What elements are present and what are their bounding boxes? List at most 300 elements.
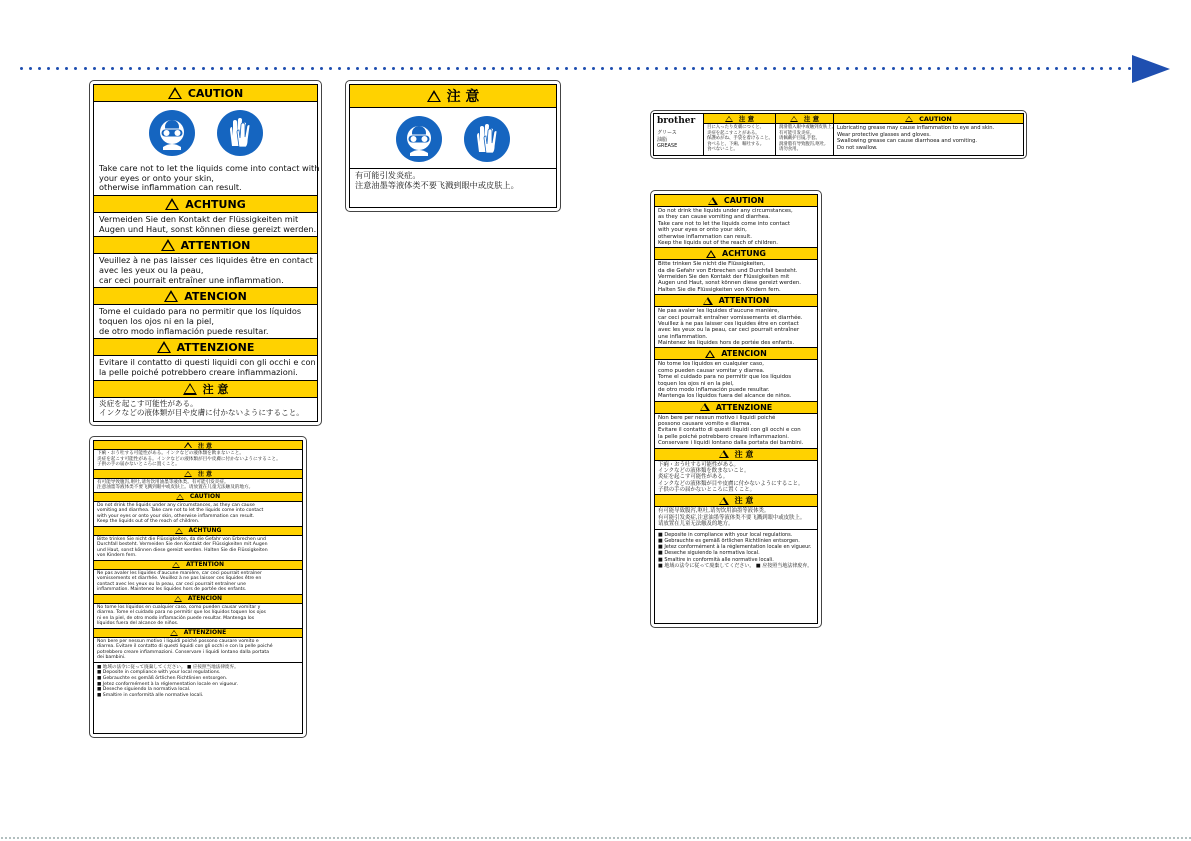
text-line: Vermeiden Sie den Kontakt der Flüssigkeiten mit: [658, 274, 790, 280]
text-line: dei bambini.: [97, 655, 126, 660]
caution-triangle-icon: [168, 87, 182, 99]
caution-triangle-icon: [175, 528, 183, 534]
product-name: グリース: [657, 130, 677, 136]
text-line: Take care not to let the liquids come into contact with: [99, 163, 320, 173]
section-text: [655, 207, 817, 247]
dot: [1128, 67, 1131, 70]
header-text: ATENCION: [184, 289, 247, 303]
header-text: ATTENZIONE: [176, 340, 255, 354]
pictogram-row: [94, 102, 317, 162]
header-text: 注 意: [734, 496, 754, 506]
text-line: contact avec les yeux ou la peau, car ceci pourrait entraîner une: [97, 581, 246, 587]
dot: [93, 67, 96, 70]
text-line: with your eyes or onto your skin, otherwise inflammation can result.: [97, 513, 255, 519]
dot: [701, 67, 704, 70]
dot: [492, 67, 495, 70]
column-header: [704, 114, 775, 124]
text-line: 有可能导致腹泻,呕吐,请勿饮用油墨等液体类。: [658, 508, 770, 515]
dot: [783, 67, 786, 70]
text-line: 食べると、下痢、嘔吐する。: [707, 141, 765, 147]
text-line: Do not drink the liquids under any circumstances, as they can cause: [97, 502, 255, 508]
caution-text: [94, 162, 320, 195]
dot: [401, 67, 404, 70]
dot: [111, 67, 114, 70]
text-line: Evitare il contatto di questi liquidi con gli occhi e con: [99, 357, 316, 368]
section-text: [655, 461, 817, 495]
text-line: Vermeiden Sie den Kontakt der Flüssigkeiten mit: [99, 214, 299, 225]
section-header: [94, 526, 302, 536]
text-line: avec les yeux ou la peau,: [99, 265, 204, 276]
dot: [429, 67, 432, 70]
caution-triangle-icon: [725, 116, 733, 122]
caution-triangle-icon: [164, 290, 178, 302]
dot: [20, 67, 23, 70]
dot: [301, 67, 304, 70]
dot: [901, 67, 904, 70]
dot: [1010, 67, 1013, 70]
footer-line: ■ 地域の法令に従って廃棄してください。 ■ 应按照当地法律废弃。: [97, 664, 239, 670]
dot: [855, 67, 858, 70]
text-line: 请勿食用。: [779, 147, 801, 152]
dot: [1037, 67, 1040, 70]
dot: [692, 67, 695, 70]
text-line: インクなどの液体類が目や皮膚に付かないようにすること。: [99, 407, 304, 417]
caution-label-multilingual-ink: [89, 80, 322, 426]
text-line: ni en la piel, de otro modo inflamación puede resultar. Mantenga los: [97, 615, 255, 621]
dot: [864, 67, 867, 70]
dot: [483, 67, 486, 70]
label-border: [349, 84, 557, 208]
dot: [910, 67, 913, 70]
text-line: 有可能导致腹泻,呕吐,请勿饮用油墨等液体类。有可能引发炎症。: [97, 479, 229, 485]
text-line: Do not swallow.: [837, 144, 878, 151]
caution-triangle-icon: [172, 562, 180, 568]
section-text: [94, 450, 302, 469]
header-text: ATTENZIONE: [715, 402, 773, 412]
text-line: Veuillez à ne pas laisser ces liquides être en contact: [658, 320, 799, 327]
dot: [274, 67, 277, 70]
section-header: [94, 469, 302, 479]
header-text: ATENCION: [187, 595, 223, 602]
dot: [828, 67, 831, 70]
caution-triangle-icon: [706, 250, 716, 258]
achtung-text: [94, 213, 317, 236]
dot: [1019, 67, 1022, 70]
text-line: 有可能引发炎症,注意油墨等液体类不要飞溅到眼中或皮肤上。: [658, 514, 806, 521]
caution-triangle-icon: [700, 403, 710, 411]
dot: [456, 67, 459, 70]
footer-line: ■ Deposite in compliance with your local regulations.: [658, 531, 793, 538]
dot: [792, 67, 795, 70]
header-text: 注 意: [803, 115, 820, 123]
text-line: as they can cause vomiting and diarrhea.: [658, 214, 770, 221]
dot: [1028, 67, 1031, 70]
chui-text: [94, 398, 317, 420]
dot: [265, 67, 268, 70]
dot: [746, 67, 749, 70]
section-header: [94, 594, 302, 604]
caution-triangle-icon: [719, 497, 729, 505]
dot: [447, 67, 450, 70]
text-line: Durchfall besteht. Vermeiden Sie den Kontakt der Flüssigkeiten mit Augen: [97, 542, 268, 547]
dot: [147, 67, 150, 70]
text-line: インクなどの液体類を飲まないこと。: [658, 467, 750, 474]
section-text: [655, 507, 817, 528]
label-border: [93, 84, 318, 422]
dot: [392, 67, 395, 70]
text-line: líquidos fuera del alcance de niños.: [97, 621, 179, 626]
section-text: [655, 414, 817, 448]
section-text: [655, 360, 817, 400]
text-line: Keep the liquids out of the reach of children.: [97, 519, 200, 524]
dot: [655, 67, 658, 70]
dot: [592, 67, 595, 70]
dot: [38, 67, 41, 70]
text-line: 食べないこと。: [707, 147, 738, 152]
caution-triangle-icon: [708, 197, 718, 205]
section-header: [94, 628, 302, 638]
attenzione-text: [94, 356, 317, 379]
text-line: vomiting and diarrhea. Take care not to let the liquids come into contact: [97, 508, 264, 513]
text-line: 润滑脂有导致腹泻,呕吐,: [779, 141, 826, 147]
protective-gloves-icon: [217, 110, 263, 156]
caution-triangle-icon: [184, 471, 192, 477]
text-line: la pelle poiché potrebbero creare infiammazioni.: [99, 367, 298, 378]
brand-logo: brother: [657, 116, 696, 126]
caution-triangle-icon: [170, 630, 178, 636]
section-header: [94, 492, 302, 502]
dot: [165, 67, 168, 70]
section-header: [655, 448, 817, 461]
label-border: [93, 440, 303, 734]
text-line: la pelle poiché potrebbero creare infiammazioni.: [658, 433, 789, 440]
text-line: No tome los líquidos en cualquier caso, como pueden causar vomitar y: [97, 604, 261, 610]
text-line: otherwise inflammation can result.: [99, 182, 242, 193]
dot: [619, 67, 622, 70]
header-text: ATTENZIONE: [183, 629, 227, 636]
caution-triangle-icon: [161, 239, 175, 251]
text-line: de otro modo inflamación puede resultar.: [99, 325, 269, 336]
header-text: ATTENTION: [185, 561, 225, 568]
dotted-rule: [20, 67, 1140, 71]
text-line: Swallowing grease can cause diarrhoea and vomiting.: [837, 138, 978, 144]
section-header: [655, 294, 817, 307]
dot: [519, 67, 522, 70]
text-line: Maintenez les liquides hors de portée des enfants.: [658, 340, 795, 346]
text-line: Veuillez à ne pas laisser ces liquides être en contact: [99, 255, 313, 266]
protective-gloves-icon: [464, 116, 510, 162]
column-header: [776, 114, 833, 124]
header-text: ATENCION: [721, 349, 767, 359]
chinese-caution-header: [350, 85, 556, 108]
text-line: 下痢・おう吐する可能性がある。インクなどの液体類を飲まないこと。: [97, 451, 244, 456]
dot: [238, 67, 241, 70]
dot: [174, 67, 177, 70]
text-line: Ne pas avaler les liquides d'aucune manière,: [658, 308, 780, 315]
dot: [356, 67, 359, 70]
grease-caution-label: [650, 110, 1027, 159]
caution-triangle-icon: [174, 596, 182, 602]
text-line: diarrea. Tome el cuidado para no permitir que los líquidos toquen los ojos: [97, 610, 266, 615]
dot: [719, 67, 722, 70]
text-line: como pueden causar vomitar y diarrea.: [658, 367, 765, 374]
disposal-footer: [94, 662, 302, 701]
caution-label-ink-tall: [650, 190, 822, 628]
dot: [919, 67, 922, 70]
footer-line: ■ Deseche siguiendo la normativa local.: [97, 687, 191, 693]
text-line: inflammation. Maintenez les liquides hors de portée des enfants.: [97, 587, 247, 592]
text-line: your eyes or onto your skin,: [99, 172, 214, 183]
column-text: [776, 124, 833, 154]
footer-line: ■ Jetez conformément à la réglementation locale en vigueur.: [97, 681, 238, 687]
dot: [665, 67, 668, 70]
text-line: toquen los ojos ni en la piel,: [658, 380, 734, 387]
text-line: 子供の手の届かないところに置くこと。: [97, 462, 180, 467]
dot: [928, 67, 931, 70]
dot: [810, 67, 813, 70]
dot: [601, 67, 604, 70]
product-name: 油脂: [657, 137, 668, 143]
caution-triangle-icon: [719, 450, 729, 458]
dot: [247, 67, 250, 70]
text-line: 炎症を起こす可能性がある。: [99, 398, 198, 408]
caution-triangle-icon: [705, 350, 715, 358]
text-line: 请放置在儿童无法触及的地方。: [658, 521, 734, 528]
bottom-dotted-rule: [0, 837, 1191, 839]
dot: [474, 67, 477, 70]
dot: [1055, 67, 1058, 70]
dot: [120, 67, 123, 70]
text-line: car ceci pourrait entraîner une inflammation.: [99, 274, 284, 285]
text-line: Wear protective glasses and gloves.: [837, 131, 931, 138]
dot: [1118, 67, 1121, 70]
caution-triangle-icon: [703, 297, 713, 305]
dot: [229, 67, 232, 70]
section-header: [655, 347, 817, 360]
next-page-arrow-icon[interactable]: [1132, 55, 1170, 83]
header-text: ATTENTION: [718, 296, 770, 306]
header-text: 注 意: [197, 471, 213, 478]
header-text: ACHTUNG: [722, 249, 766, 259]
section-text: [94, 502, 302, 526]
header-text: CAUTION: [919, 114, 952, 123]
text-line: Take care not to let the liquids come into contact: [658, 220, 790, 227]
dot: [556, 67, 559, 70]
text-line: Augen und Haut, sonst können diese gereizt werden.: [658, 280, 802, 287]
text-line: Halten Sie die Flüssigkeiten von Kindern fern.: [658, 286, 781, 293]
header-text: ATTENTION: [180, 238, 251, 252]
dot: [84, 67, 87, 70]
text-line: 炎症を起こす可能性がある。: [658, 474, 729, 481]
dot: [102, 67, 105, 70]
dot: [819, 67, 822, 70]
dot: [156, 67, 159, 70]
text-line: 注意油墨等液体类不要飞溅到眼中或皮肤上。: [355, 179, 519, 190]
caution-label-chinese: [345, 80, 561, 212]
text-line: avec les yeux ou la peau, car ceci pourrait entraîner: [658, 327, 800, 334]
text-line: Bitte trinken Sie nicht die Flüssigkeiten, da die Gefahr von Erbrechen und: [97, 536, 266, 542]
header-text: CAUTION: [187, 86, 244, 100]
text-line: potrebbero creare infiammazioni. Conservare i liquidi lontano dalla portata: [97, 649, 270, 655]
dot: [892, 67, 895, 70]
dot: [773, 67, 776, 70]
text-line: Lubricating grease may cause inflammation to eye and skin.: [837, 125, 995, 131]
header-text: 注 意: [734, 449, 754, 459]
column-text: [704, 124, 775, 154]
dot: [283, 67, 286, 70]
text-line: Non bere per nessun motivo i liquidi poiché: [658, 414, 776, 421]
dot: [220, 67, 223, 70]
caution-triangle-icon: [157, 341, 171, 353]
section-header: [655, 401, 817, 414]
caution-triangle-icon: [905, 116, 913, 122]
dot: [574, 67, 577, 70]
text-line: und Haut, sonst können diese gereizt werden. Halten Sie die Flüssigkeiten: [97, 547, 268, 553]
dot: [183, 67, 186, 70]
caution-header: [94, 85, 317, 102]
section-text: [655, 307, 817, 347]
dot: [211, 67, 214, 70]
safety-goggles-icon: [149, 110, 195, 156]
footer-line: ■ Smaltire in conformità alle normative locali.: [97, 693, 204, 699]
dot: [1000, 67, 1003, 70]
dot: [1064, 67, 1067, 70]
dot: [1109, 67, 1112, 70]
dot: [610, 67, 613, 70]
dot: [801, 67, 804, 70]
label-border: [654, 194, 818, 624]
text-line: de otro modo inflamación puede resultar.: [658, 386, 770, 393]
atencion-header: [94, 287, 317, 305]
dot: [1073, 67, 1076, 70]
chinese-column: [776, 114, 834, 155]
header-text: ACHTUNG: [188, 527, 222, 534]
pictogram-row: [350, 108, 556, 168]
attention-text: [94, 254, 317, 287]
dot: [374, 67, 377, 70]
dot: [1100, 67, 1103, 70]
footer-line: ■ Smaltire in conformità alle normative locali.: [658, 556, 774, 563]
text-line: von Kindern fern.: [97, 553, 137, 558]
dot: [537, 67, 540, 70]
text-line: 有可能引发炎症。: [779, 130, 815, 136]
text-line: Keep the liquids out of the reach of children.: [658, 239, 778, 246]
section-text: [94, 536, 302, 560]
section-header: [94, 441, 302, 450]
text-line: 注意油墨等液体类不要飞溅到眼中或皮肤上。请放置在儿童无法触及的地方。: [97, 485, 254, 490]
footer-line: ■ Gebrauchte es gemäß örtlichen Richtlinien entsorgen.: [658, 537, 800, 544]
text-line: possono causare vomito e diarrea.: [658, 421, 752, 427]
dot: [547, 67, 550, 70]
footer-line: ■ Gebrauchte es gemäß örtlichen Richtlinien entsorgen.: [97, 675, 228, 681]
dot: [47, 67, 50, 70]
section-header: [655, 494, 817, 507]
product-name: GREASE: [657, 143, 678, 149]
caution-triangle-icon: [176, 494, 184, 500]
dot: [338, 67, 341, 70]
caution-triangle-icon: [790, 116, 798, 122]
text-line: otherwise inflammation can result.: [658, 233, 752, 240]
dot: [465, 67, 468, 70]
header-text: 注 意: [202, 382, 229, 396]
text-line: vomissements et diarrhée. Veuillez à ne pas laisser ces liquides être en: [97, 576, 262, 581]
header-text: ACHTUNG: [185, 197, 246, 211]
text-line: Bitte trinken Sie nicht die Flüssigkeiten,: [658, 261, 765, 268]
dot: [138, 67, 141, 70]
dot: [946, 67, 949, 70]
caution-triangle-icon: [427, 90, 441, 102]
dot: [982, 67, 985, 70]
dot: [438, 67, 441, 70]
text-line: 润滑脂入眼中或触到皮肤上,: [779, 125, 834, 130]
text-line: diarrea. Evitare il contatto di questi liquidi con gli occhi e con la pelle poiché: [97, 644, 273, 649]
chinese-caution-text: [350, 168, 556, 192]
text-line: Non bere per nessun motivo i liquidi poiché possono causare vomito e: [97, 638, 259, 644]
dot: [329, 67, 332, 70]
section-header: [94, 560, 302, 570]
dot: [628, 67, 631, 70]
text-line: Do not drink the liquids under any circumstances,: [658, 208, 793, 214]
dot: [292, 67, 295, 70]
dot: [419, 67, 422, 70]
dot: [202, 67, 205, 70]
dot: [937, 67, 940, 70]
english-column: [834, 114, 1023, 155]
label-border: [653, 113, 1024, 156]
section-text: [94, 479, 302, 492]
column-text: [834, 124, 1023, 152]
dot: [637, 67, 640, 70]
text-line: 炎症を起こすことがある。: [707, 130, 760, 136]
dot: [964, 67, 967, 70]
dot: [873, 67, 876, 70]
text-line: Tome el cuidado para no permitir que los líquidos: [99, 306, 302, 317]
text-line: Evitare il contatto di questi liquidi con gli occhi e con: [658, 427, 801, 434]
dot: [65, 67, 68, 70]
dot: [728, 67, 731, 70]
dot: [347, 67, 350, 70]
section-header: [655, 195, 817, 207]
text-line: 有可能引发炎症。: [355, 170, 421, 180]
dot: [646, 67, 649, 70]
safety-goggles-icon: [396, 116, 442, 162]
dot: [510, 67, 513, 70]
text-line: une inflammation.: [658, 333, 708, 340]
dot: [583, 67, 586, 70]
footer-line: ■ Deseche siguiendo la normativa local.: [658, 550, 760, 557]
japanese-column: [704, 114, 776, 155]
dot: [192, 67, 195, 70]
dot: [311, 67, 314, 70]
text-line: インクなどの液体類が目や皮膚に付かないようにすること。: [658, 480, 804, 487]
attenzione-header: [94, 338, 317, 356]
section-text: [94, 604, 302, 628]
dot: [320, 67, 323, 70]
text-line: Ne pas avaler les liquides d'aucune manière, car ceci pourrait entraîner: [97, 570, 262, 576]
disposal-footer: [655, 529, 817, 572]
dot: [755, 67, 758, 70]
section-text: [655, 260, 817, 294]
text-line: 保護めがね、手袋を着けること。: [707, 136, 773, 141]
achtung-header: [94, 195, 317, 213]
dot: [991, 67, 994, 70]
section-header: [655, 247, 817, 260]
text-line: Mantenga los líquidos fuera del alcance de niños.: [658, 393, 792, 400]
footer-line: ■ Deposite in compliance with your local regulations.: [97, 670, 221, 676]
dot: [1091, 67, 1094, 70]
dot: [737, 67, 740, 70]
header-text: 注 意: [446, 89, 480, 105]
